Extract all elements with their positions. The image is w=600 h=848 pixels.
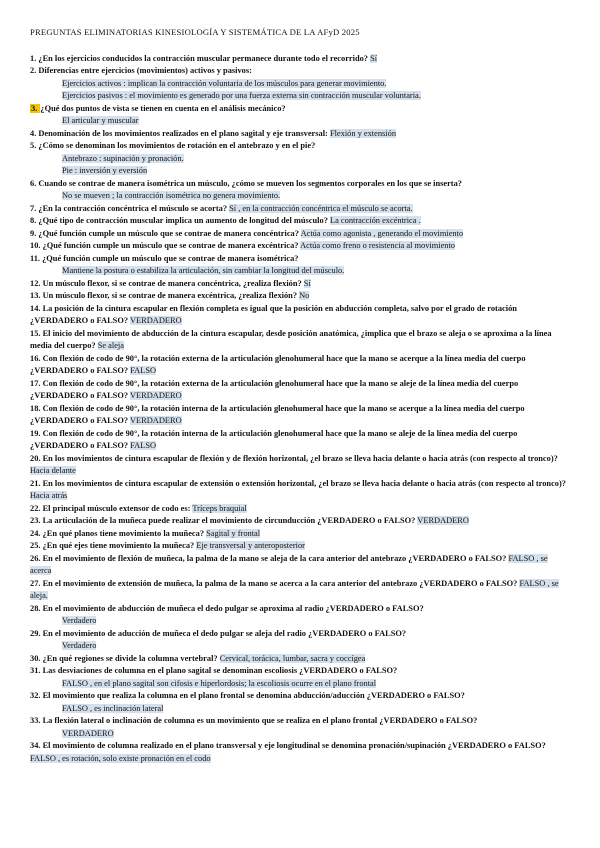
question-number: 1. [30, 53, 39, 63]
question-item [30, 253, 570, 266]
answer-line [30, 728, 570, 741]
question-text: El inicio del movimiento de abducción de la cintura escapular, desde posición anatómica, ¿implica que el brazo se aleja o se aproxima a la línea media del cuerpo? [30, 328, 552, 350]
question-text: La flexión lateral o inclinación de columna es un movimiento que se realiza en el plano frontal ¿VERDADERO o FALSO? [42, 716, 478, 725]
question-item [30, 240, 570, 253]
question-number: 5. [30, 141, 39, 150]
question-item [30, 128, 570, 141]
answer-text: Verdadero [62, 616, 97, 625]
question-list [30, 53, 570, 766]
answer-text: Actúa como freno o resistencia al movimiento [300, 241, 455, 250]
question-text: Diferencias entre ejercicios (movimientos) activos y pasivos: [38, 66, 252, 75]
answer-text: Tríceps braquial [192, 503, 247, 513]
answer-line [30, 265, 570, 278]
answer-text: Mantiene la postura o estabiliza la articulación, sin cambiar la longitud del músculo. [62, 266, 345, 275]
question-item [30, 403, 570, 428]
question-number: 32. [30, 691, 43, 700]
question-text: Con flexión de codo de 90°, la rotación externa de la articulación glenohumeral hace que la mano se aleje de la línea media del cuerpo ¿VERDADERO o FALSO? [30, 378, 519, 400]
question-text: Con flexión de codo de 90°, la rotación externa de la articulación glenohumeral hace que la mano se acerque a la línea media del cuerpo ¿VERDADERO o FALSO? [30, 353, 526, 375]
question-text: Las desviaciones de columna en el plano sagital se denominan escoliosis ¿VERDADERO o FALSO? [42, 666, 398, 675]
question-item [30, 528, 570, 541]
question-number: 33. [30, 716, 43, 725]
question-item [30, 653, 570, 666]
question-number: 27. [30, 578, 43, 588]
question-number: 11. [30, 253, 43, 263]
question-text: El movimiento de columna realizado en el plano transversal y eje longitudinal se denomina pronación/supinación ¿VERDADERO o FALSO? [42, 741, 546, 750]
question-text: ¿En la contracción concéntrica el músculo se acorta? [38, 203, 228, 213]
question-item [30, 603, 570, 616]
answer-text: FALSO , en el plano sagital son cifosis e hiperlordosis; la escoliosis ocurre en el plano frontal [62, 678, 377, 688]
question-number: 13. [30, 291, 43, 300]
question-text: En el movimiento de flexión de muñeca, la palma de la mano se aleja de la cara anterior del antebrazo ¿VERDADERO o FALSO? [42, 553, 507, 563]
answer-text: Antebrazo : supinación y pronación. [62, 153, 184, 163]
question-item [30, 503, 570, 516]
question-text: Con flexión de codo de 90°, la rotación interna de la articulación glenohumeral hace que la mano se acerque a la línea media del cuerpo ¿VERDADERO o FALSO? [30, 403, 525, 425]
answer-line [30, 153, 570, 166]
question-text: Con flexión de codo de 90°, la rotación interna de la articulación glenohumeral hace que la mano se aleje de la línea media del cuerpo ¿VERDADERO o FALSO? [30, 428, 518, 450]
question-text: ¿Qué tipo de contracción muscular implica un aumento de longitud del músculo? [38, 216, 328, 225]
question-number: 19. [30, 428, 43, 438]
question-text: Denominación de los movimientos realizados en el plano sagital y eje transversal: [38, 128, 328, 138]
question-number: 15. [30, 328, 43, 338]
question-item [30, 303, 570, 328]
question-number: 20. [30, 453, 43, 463]
question-number: 30. [30, 653, 43, 663]
answer-text: FALSO , se acerca [30, 553, 548, 575]
question-text: Un músculo flexor, si se contrae de manera excéntrica, ¿realiza flexión? [42, 291, 298, 300]
answer-text: FALSO [130, 441, 157, 450]
answer-text: Se aleja [97, 341, 124, 350]
question-text: ¿Qué función cumple un músculo que se contrae de manera isométrica? [42, 253, 299, 263]
answer-line [30, 703, 570, 716]
question-item [30, 328, 570, 353]
question-number: 23. [30, 516, 43, 525]
answer-text: No se mueven ; la contracción isométrica no genera movimiento. [62, 191, 281, 200]
answer-text: La contracción excéntrica . [329, 216, 421, 225]
question-number: 2. [30, 66, 39, 75]
answer-text: FALSO , se aleja. [30, 578, 559, 600]
answer-text: VERDADERO [417, 516, 469, 525]
question-number: 3. [31, 103, 40, 113]
question-number: 4. [30, 128, 39, 138]
answer-text: El articular y muscular [62, 116, 139, 125]
question-number: 6. [30, 178, 39, 188]
question-number: 14. [30, 303, 43, 313]
question-number: 8. [30, 216, 39, 225]
answer-line [30, 678, 570, 691]
question-number: 29. [30, 628, 43, 638]
answer-line [30, 78, 570, 91]
question-number: 25. [30, 541, 43, 550]
question-item [30, 278, 570, 291]
question-number: 31. [30, 666, 43, 675]
question-item [30, 290, 570, 303]
question-item [30, 353, 570, 378]
question-item [30, 378, 570, 403]
question-item [30, 228, 570, 241]
answer-text: Flexión y extensión [329, 128, 397, 138]
question-number: 9. [30, 228, 39, 238]
question-item [30, 453, 570, 478]
question-item [30, 515, 570, 528]
question-text: En el movimiento de aducción de muñeca el dedo pulgar se aleja del radio ¿VERDADERO o FALSO? [42, 628, 407, 638]
question-text: El principal músculo extensor de codo es: [42, 503, 191, 513]
question-number: 34. [30, 741, 43, 750]
question-text: ¿Cómo se denominan los movimientos de rotación en el antebrazo y en el pie? [38, 141, 316, 150]
question-item [30, 578, 570, 603]
question-number: 18. [30, 403, 43, 413]
answer-text: FALSO , es inclinación lateral [62, 703, 164, 713]
question-number: 22. [30, 503, 43, 513]
question-text: Un músculo flexor, si se contrae de manera concéntrica, ¿realiza flexión? [42, 278, 302, 288]
answer-text: Ejercicios pasivos : el movimiento es generado por una fuerza externa sin contracción muscular voluntaria. [62, 91, 421, 100]
question-item [30, 215, 570, 228]
answer-text: Actúa como agonista , generando el movimiento [300, 228, 464, 238]
question-text: ¿Qué dos puntos de vista se tienen en cuenta en el análisis mecánico? [40, 103, 286, 113]
answer-text: VERDADERO [129, 316, 182, 325]
question-text: La posición de la cintura escapular en flexión completa es igual que la posición en abducción completa, salvo por el grado de rotación ¿VERDADERO o FALSO? [30, 303, 517, 325]
answer-text: Ejercicios activos : implican la contracción voluntaria de los músculos para generar movimiento. [62, 78, 387, 88]
answer-text: No [299, 291, 310, 300]
question-item [30, 665, 570, 678]
question-number: 16. [30, 353, 43, 363]
question-item [30, 628, 570, 641]
question-item [30, 478, 570, 503]
question-item [30, 690, 570, 703]
answer-line [30, 615, 570, 628]
question-item [30, 65, 570, 78]
answer-text: FALSO , es rotación, solo existe pronación en el codo [30, 753, 211, 763]
answer-text: Eje transversal y anteroposterior [196, 541, 305, 550]
question-number: 12. [30, 278, 43, 288]
question-item [30, 178, 570, 191]
question-number: 7. [30, 203, 39, 213]
question-number: 10. [30, 241, 43, 250]
answer-text: Pie : inversión y eversión [62, 166, 148, 175]
question-text: ¿En qué regiones se divide la columna vertebral? [42, 653, 218, 663]
question-number: 28. [30, 603, 43, 613]
question-text: ¿En los ejercicios conducidos la contracción muscular permanece durante todo el recorrido? [38, 53, 368, 63]
question-item [30, 715, 570, 728]
answer-text: VERDADERO [129, 416, 182, 425]
question-text: ¿Qué función cumple un músculo que se contrae de manera concéntrica? [38, 228, 299, 238]
answer-line [30, 90, 570, 103]
question-number: 21. [30, 478, 43, 488]
answer-text: Hacia atrás [30, 491, 68, 500]
question-text: En los movimientos de cintura escapular de extensión o extensión horizontal, ¿el brazo se lleva hacia delante o hacia atrás (con respecto al tronco)? [42, 478, 566, 488]
question-text: En los movimientos de cintura escapular de flexión y de flexión horizontal, ¿el brazo se lleva hacia delante o hacia atrás (con respecto al tronco)? [42, 453, 558, 463]
question-text: ¿Qué función cumple un músculo que se contrae de manera excéntrica? [42, 241, 299, 250]
answer-text: Sagital y frontal [206, 528, 261, 538]
question-text: En el movimiento de extensión de muñeca, la palma de la mano se acerca a la cara anterior del antebrazo ¿VERDADERO o FALSO? [42, 578, 518, 588]
answer-line [30, 640, 570, 653]
answer-text: VERDADERO [129, 391, 182, 400]
question-item [30, 540, 570, 553]
question-item [30, 53, 570, 66]
answer-line [30, 190, 570, 203]
answer-text: Sí [303, 278, 311, 288]
answer-text: Cervical, torácica, lumbar, sacra y coccígea [219, 653, 366, 663]
question-text: La articulación de la muñeca puede realizar el movimiento de circunducción ¿VERDADERO o FALSO? [42, 516, 416, 525]
question-number: 17. [30, 378, 43, 388]
answer-text: Hacia delante [30, 466, 76, 475]
question-text: El movimiento que realiza la columna en el plano frontal se denomina abducción/aducción ¿VERDADERO o FALSO? [42, 691, 465, 700]
answer-text: VERDADERO [62, 728, 114, 738]
question-text: En el movimiento de abducción de muñeca el dedo pulgar se aproxima al radio ¿VERDADERO o FALSO? [42, 603, 424, 613]
document-title: PREGUNTAS ELIMINATORIAS KINESIOLOGÍA Y SISTEMÁTICA DE LA AFyD 2025 [30, 27, 360, 37]
answer-line [30, 115, 570, 128]
question-number: 24. [30, 528, 43, 538]
question-text: Cuando se contrae de manera isométrica un músculo, ¿cómo se mueven los segmentos corporales en los que se inserta? [38, 178, 462, 188]
answer-text: Sí [370, 53, 378, 63]
question-item [30, 103, 570, 116]
question-item [30, 553, 570, 578]
answer-line [30, 165, 570, 178]
answer-text: FALSO [130, 366, 157, 375]
question-number: 26. [30, 553, 43, 563]
question-item [30, 140, 570, 153]
question-text: ¿En qué ejes tiene movimiento la muñeca? [42, 541, 195, 550]
answer-text: Verdadero [62, 641, 97, 650]
answer-text: Sí , en la contracción concéntrica el músculo se acorta. [229, 203, 413, 213]
question-item [30, 428, 570, 453]
question-item [30, 740, 570, 765]
question-text: ¿En qué planos tiene movimiento la muñeca? [42, 528, 205, 538]
question-item [30, 203, 570, 216]
